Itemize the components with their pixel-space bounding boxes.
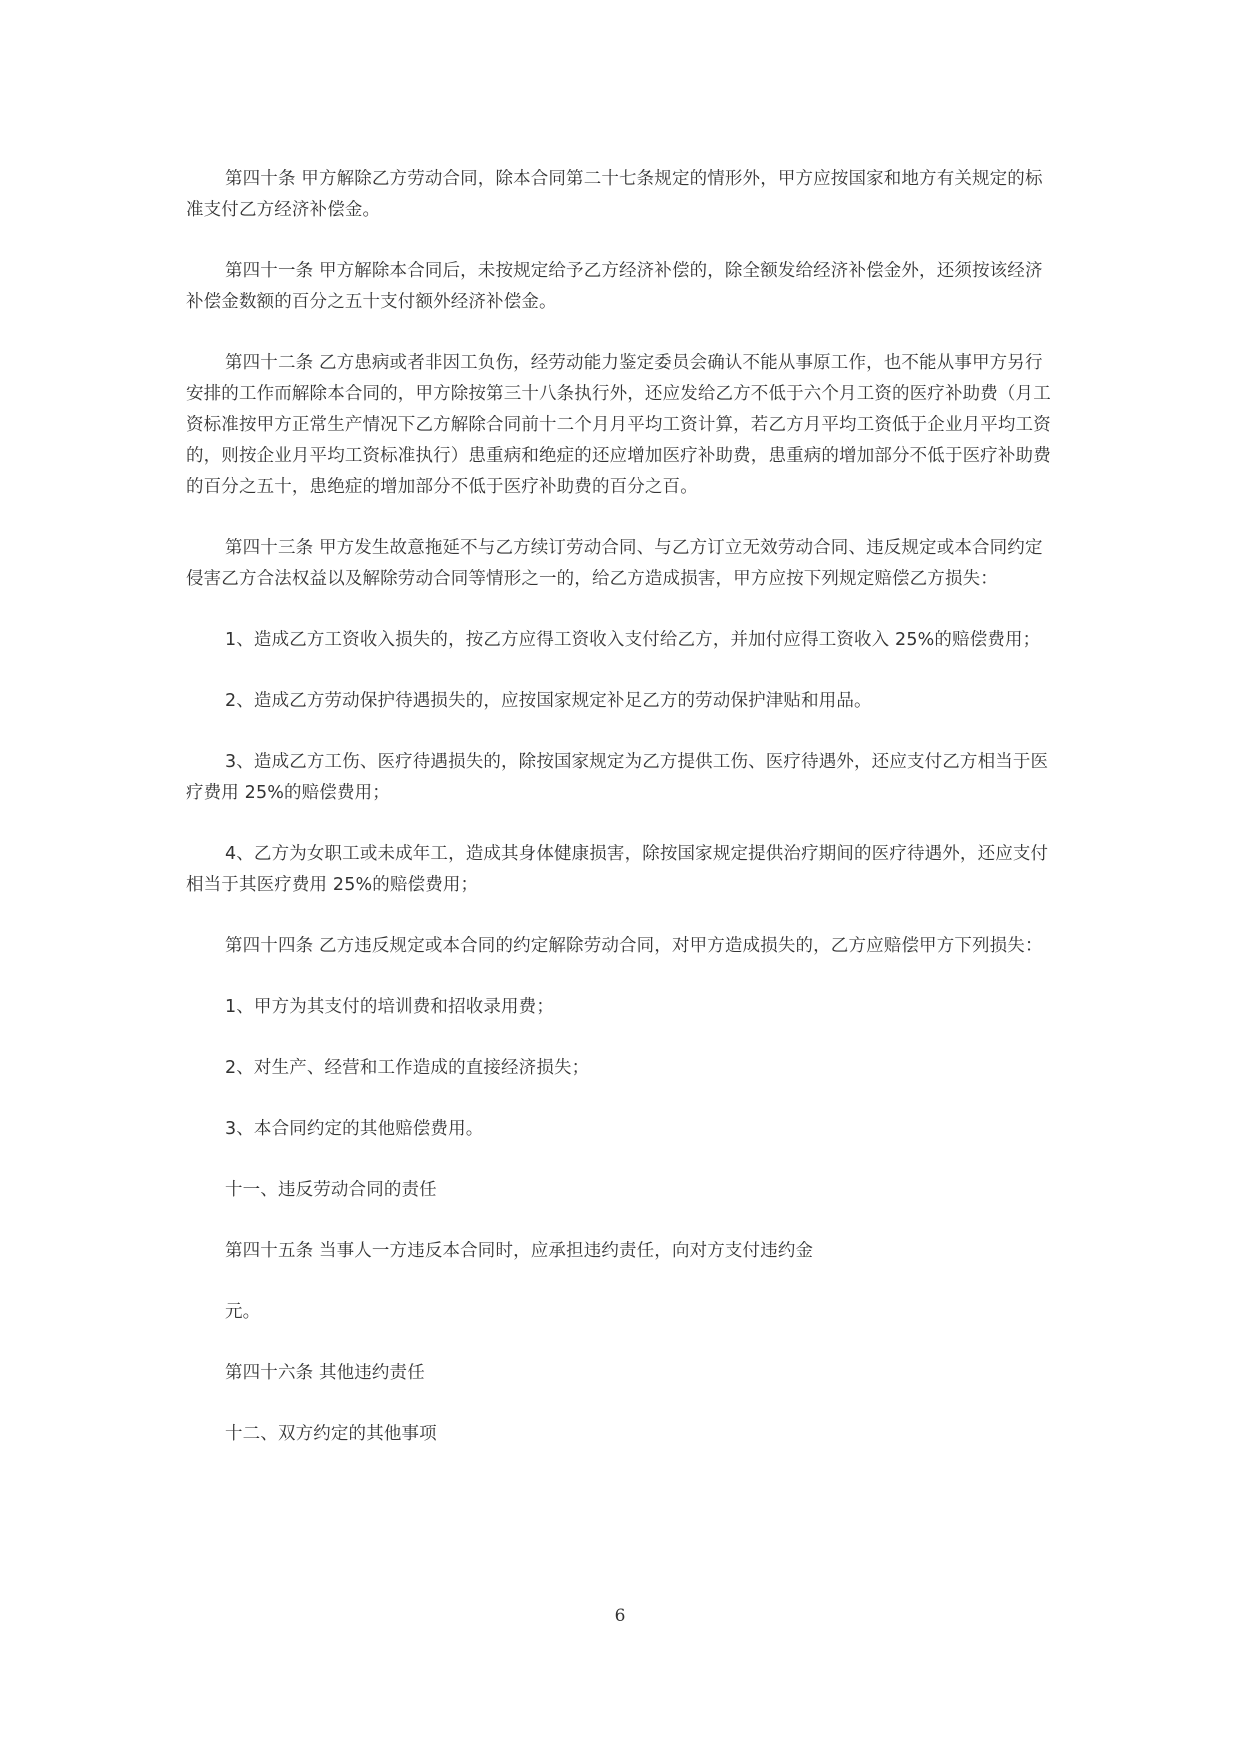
article-45-continuation: 元。 xyxy=(225,1302,261,1322)
page-number: 6 xyxy=(614,1606,626,1626)
article-42: 第四十二条 乙方患病或者非因工负伤，经劳动能力鉴定委员会确认不能从事原工作，也不能从事甲方另行安排的工作而解除本合同的，甲方除按第三十八条执行外，还应发给乙方不低于六个月工资的医疗补助费（月工资标准按甲方正常生产情况下乙方解除合同前十二个月月平均工资计算，若乙方月平均工资低于企业月平均工资的，则按企业月平均工资标准执行）患重病和绝症的还应增加医疗补助费，患重病的增加部分不低于医疗补助费的百分之五十，患绝症的增加部分不低于医疗补助费的百分之百。 xyxy=(186,353,1051,497)
article-43-item-3: 3、造成乙方工伤、医疗待遇损失的，除按国家规定为乙方提供工伤、医疗待遇外，还应支付乙方相当于医疗费用 25%的赔偿费用； xyxy=(186,752,1049,803)
article-44-item-2: 2、对生产、经营和工作造成的直接经济损失； xyxy=(225,1058,590,1078)
article-41: 第四十一条 甲方解除本合同后，未按规定给予乙方经济补偿的，除全额发给经济补偿金外，还须按该经济补偿金数额的百分之五十支付额外经济补偿金。 xyxy=(186,261,1043,312)
article-46: 第四十六条 其他违约责任 xyxy=(225,1363,425,1383)
document-body xyxy=(186,164,1056,1480)
article-43-item-2: 2、造成乙方劳动保护待遇损失的，应按国家规定补足乙方的劳动保护津贴和用品。 xyxy=(225,691,872,711)
article-45: 第四十五条 当事人一方违反本合同时，应承担违约责任，向对方支付违约金 xyxy=(225,1241,814,1261)
article-40: 第四十条 甲方解除乙方劳动合同，除本合同第二十七条规定的情形外，甲方应按国家和地方有关规定的标准支付乙方经济补偿金。 xyxy=(186,169,1043,220)
article-44-item-1: 1、甲方为其支付的培训费和招收录用费； xyxy=(225,997,554,1017)
article-44: 第四十四条 乙方违反规定或本合同的约定解除劳动合同，对甲方造成损失的，乙方应赔偿甲方下列损失： xyxy=(225,936,1043,956)
article-43: 第四十三条 甲方发生故意拖延不与乙方续订劳动合同、与乙方订立无效劳动合同、违反规定或本合同约定侵害乙方合法权益以及解除劳动合同等情形之一的，给乙方造成损害，甲方应按下列规定赔偿乙方损失： xyxy=(186,538,1043,589)
article-43-item-1: 1、造成乙方工资收入损失的，按乙方应得工资收入支付给乙方，并加付应得工资收入 25%的赔偿费用； xyxy=(225,630,1041,650)
article-44-item-3: 3、本合同约定的其他赔偿费用。 xyxy=(225,1119,484,1139)
section-11-heading: 十一、违反劳动合同的责任 xyxy=(225,1180,437,1200)
section-12-heading: 十二、双方约定的其他事项 xyxy=(225,1424,437,1444)
article-43-item-4: 4、乙方为女职工或未成年工，造成其身体健康损害，除按国家规定提供治疗期间的医疗待遇外，还应支付相当于其医疗费用 25%的赔偿费用； xyxy=(186,844,1049,895)
